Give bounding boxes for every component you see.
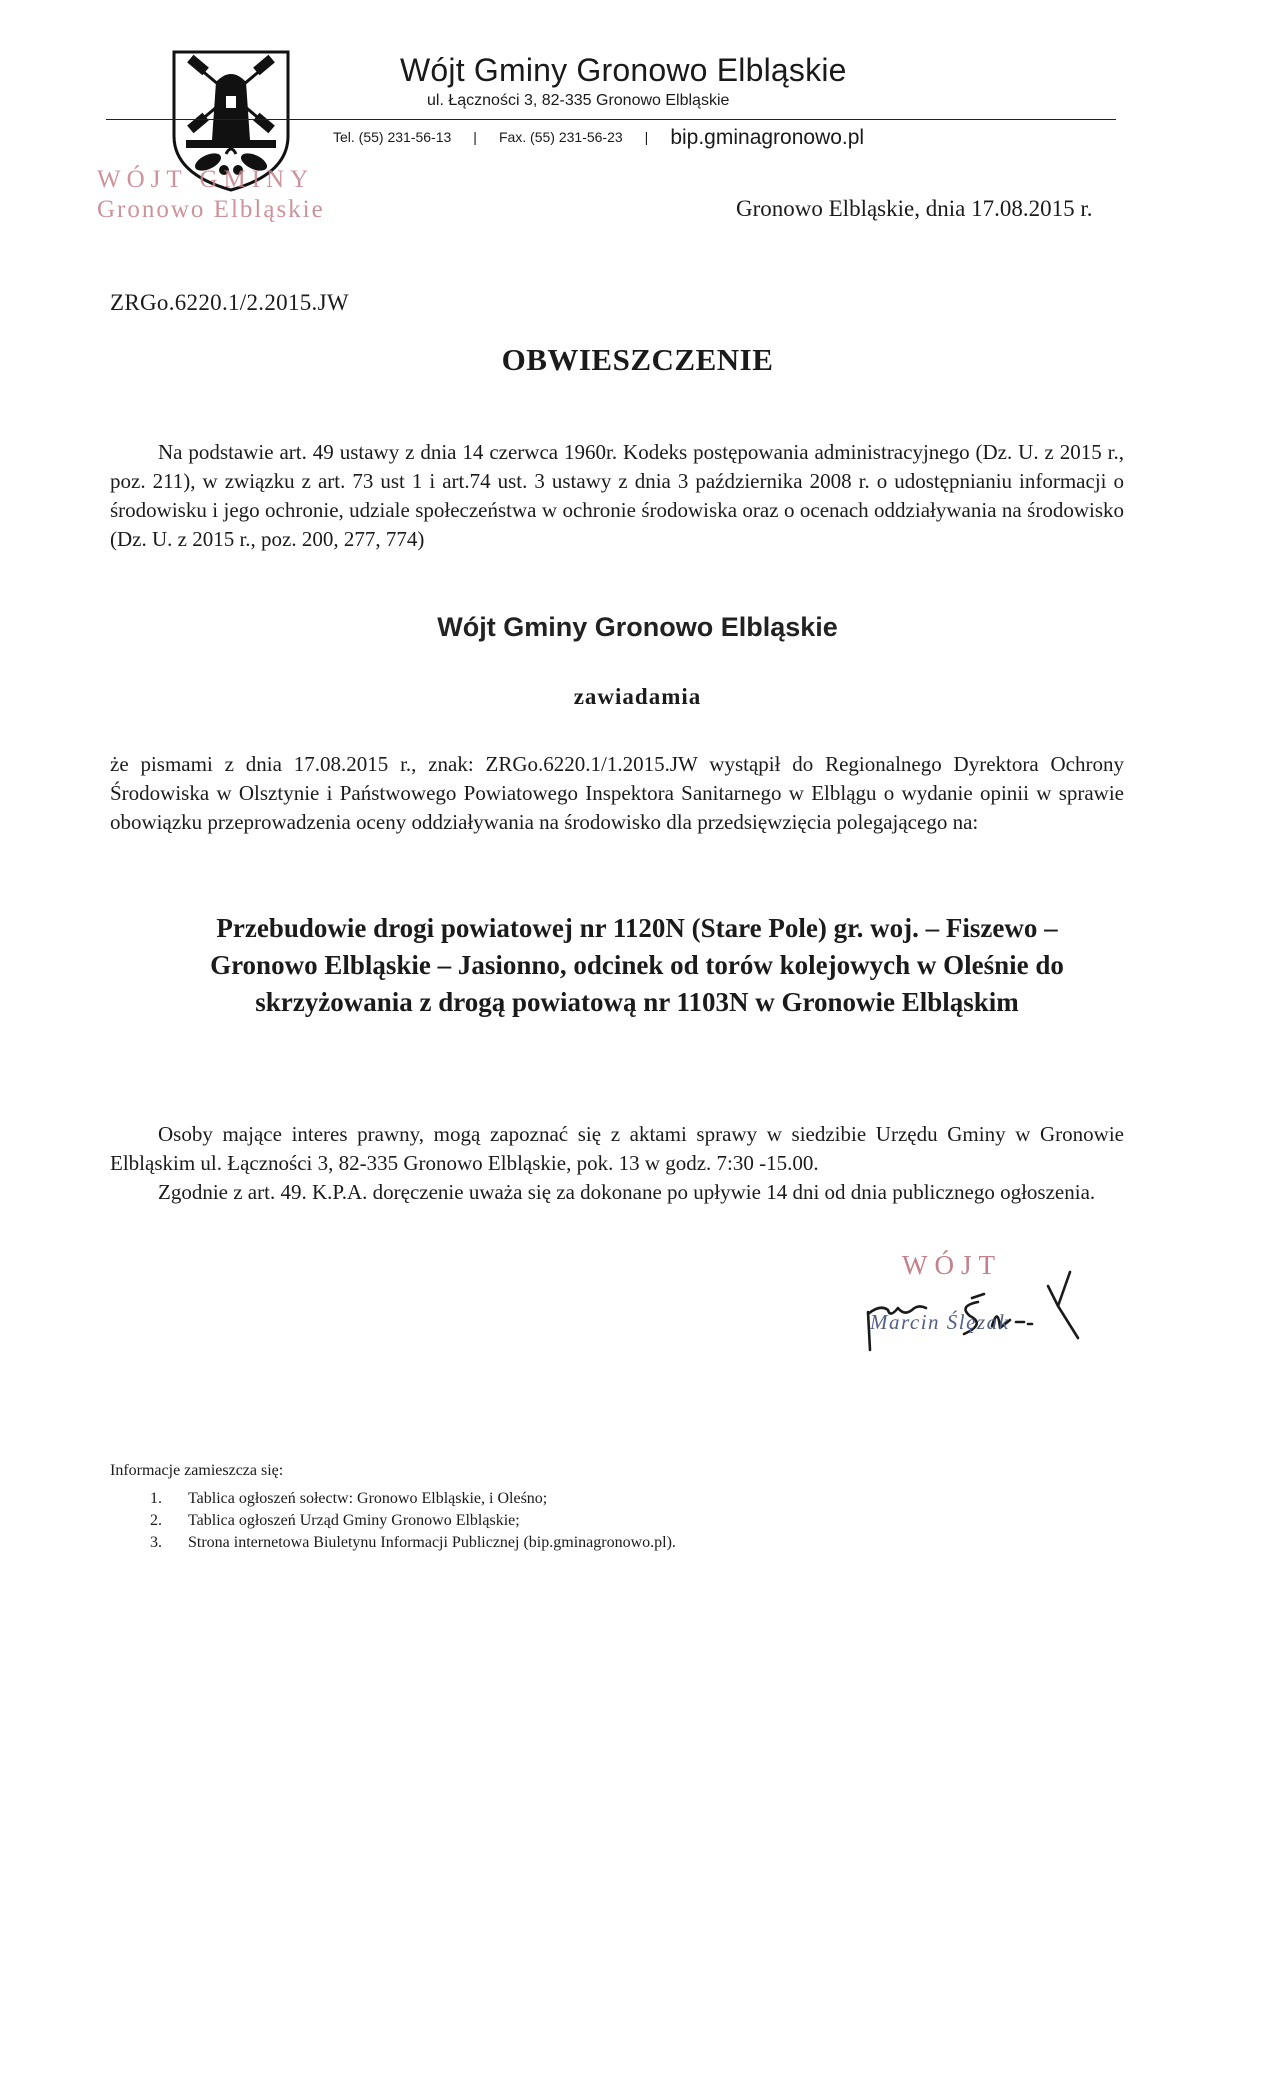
phone-number: Tel. (55) 231-56-13 [333, 129, 452, 145]
stamp-line-2: Gronowo Elbląskie [97, 196, 325, 223]
handwritten-signature [860, 1250, 1120, 1360]
legal-basis-paragraph: Na podstawie art. 49 ustawy z dnia 14 czerwca 1960r. Kodeks postępowania administracyjnego (Dz. U. z 2015 r., poz. 211), w związku z art. 73 ust 1 i art.74 ust. 3 ustawy z dnia 3 października 2008 r. o udostępnianiu informacji o środowisku i jego ochronie, udziale społeczeństwa w ochronie środowiska oraz o ocenach oddziaływania na środowisko (Dz. U. z 2015 r., poz. 200, 277, 774) [110, 440, 1124, 551]
reference-number: ZRGo.6220.1/2.2015.JW [110, 290, 349, 315]
authority-name: Wójt Gminy Gronowo Elbląskie [437, 612, 838, 642]
date-line: Gronowo Elbląskie, dnia 17.08.2015 r. [736, 196, 1093, 221]
letterhead-divider [106, 119, 1116, 120]
project-line: Gronowo Elbląskie – Jasionno, odcinek od torów kolejowych w Oleśnie do [210, 950, 1064, 980]
signatory-name: Marcin Ślęzak [870, 1310, 1010, 1334]
letterhead-address: ul. Łączności 3, 82-335 Gronowo Elbląskie [427, 92, 730, 109]
project-description [90, 910, 1184, 1021]
letterhead-contact: Tel. (55) 231-56-13 | Fax. (55) 231-56-23 | bip.gminagronowo.pl [333, 126, 865, 149]
delivery-paragraph: Zgodnie z art. 49. K.P.A. doręczenie uważa się za dokonane po upływie 14 dni od dnia publicznego ogłoszenia. [158, 1180, 1096, 1204]
notifies-heading: zawiadamia [573, 684, 702, 709]
project-line: Przebudowie drogi powiatowej nr 1120N (Stare Pole) gr. woj. – Fiszewo – [216, 913, 1058, 943]
letterhead-title: Wójt Gminy Gronowo Elbląskie [400, 52, 847, 88]
signature-stamp: WÓJT [902, 1250, 1002, 1280]
project-line: skrzyżowania z drogą powiatową nr 1103N w Gronowie Elbląskim [255, 987, 1019, 1017]
document-heading: OBWIESZCZENIE [501, 342, 774, 377]
list-item: 2. Tablica ogłoszeń Urząd Gminy Gronowo Elbląskie; [150, 1512, 520, 1529]
list-item: 1. Tablica ogłoszeń sołectw: Gronowo Elbląskie, i Oleśno; [150, 1490, 548, 1507]
access-paragraphs [110, 1120, 1124, 1207]
access-paragraph: Osoby mające interes prawny, mogą zapoznać się z aktami sprawy w siedzibie Urzędu Gminy w Gronowie Elbląskim ul. Łączności 3, 82-335 Gronowo Elbląskie, pok. 13 w godz. 7:30 -15.00. [110, 1122, 1124, 1175]
stamp-line-1: WÓJT GMINY [97, 166, 315, 193]
fax-number: Fax. (55) 231-56-23 [498, 129, 623, 145]
office-stamp [97, 166, 325, 224]
list-item: 3. Strona internetowa Biuletynu Informacji Publicznej (bip.gminagronowo.pl). [150, 1534, 676, 1551]
distribution-list [150, 1488, 676, 1554]
bip-website-link[interactable]: bip.gminagronowo.pl [670, 126, 865, 149]
notice-paragraph: że pismami z dnia 17.08.2015 r., znak: ZRGo.6220.1/1.2015.JW wystąpił do Regionalnego Dyrektora Ochrony Środowiska w Olsztynie i Państwowego Powiatowego Inspektora Sanitarnego w Elblągu o wydanie opinii w sprawie obowiązku przeprowadzenia oceny oddziaływania na środowisko dla przedsięwzięcia polegającego na: [110, 752, 1124, 834]
distribution-label: Informacje zamieszcza się: [110, 1462, 284, 1479]
